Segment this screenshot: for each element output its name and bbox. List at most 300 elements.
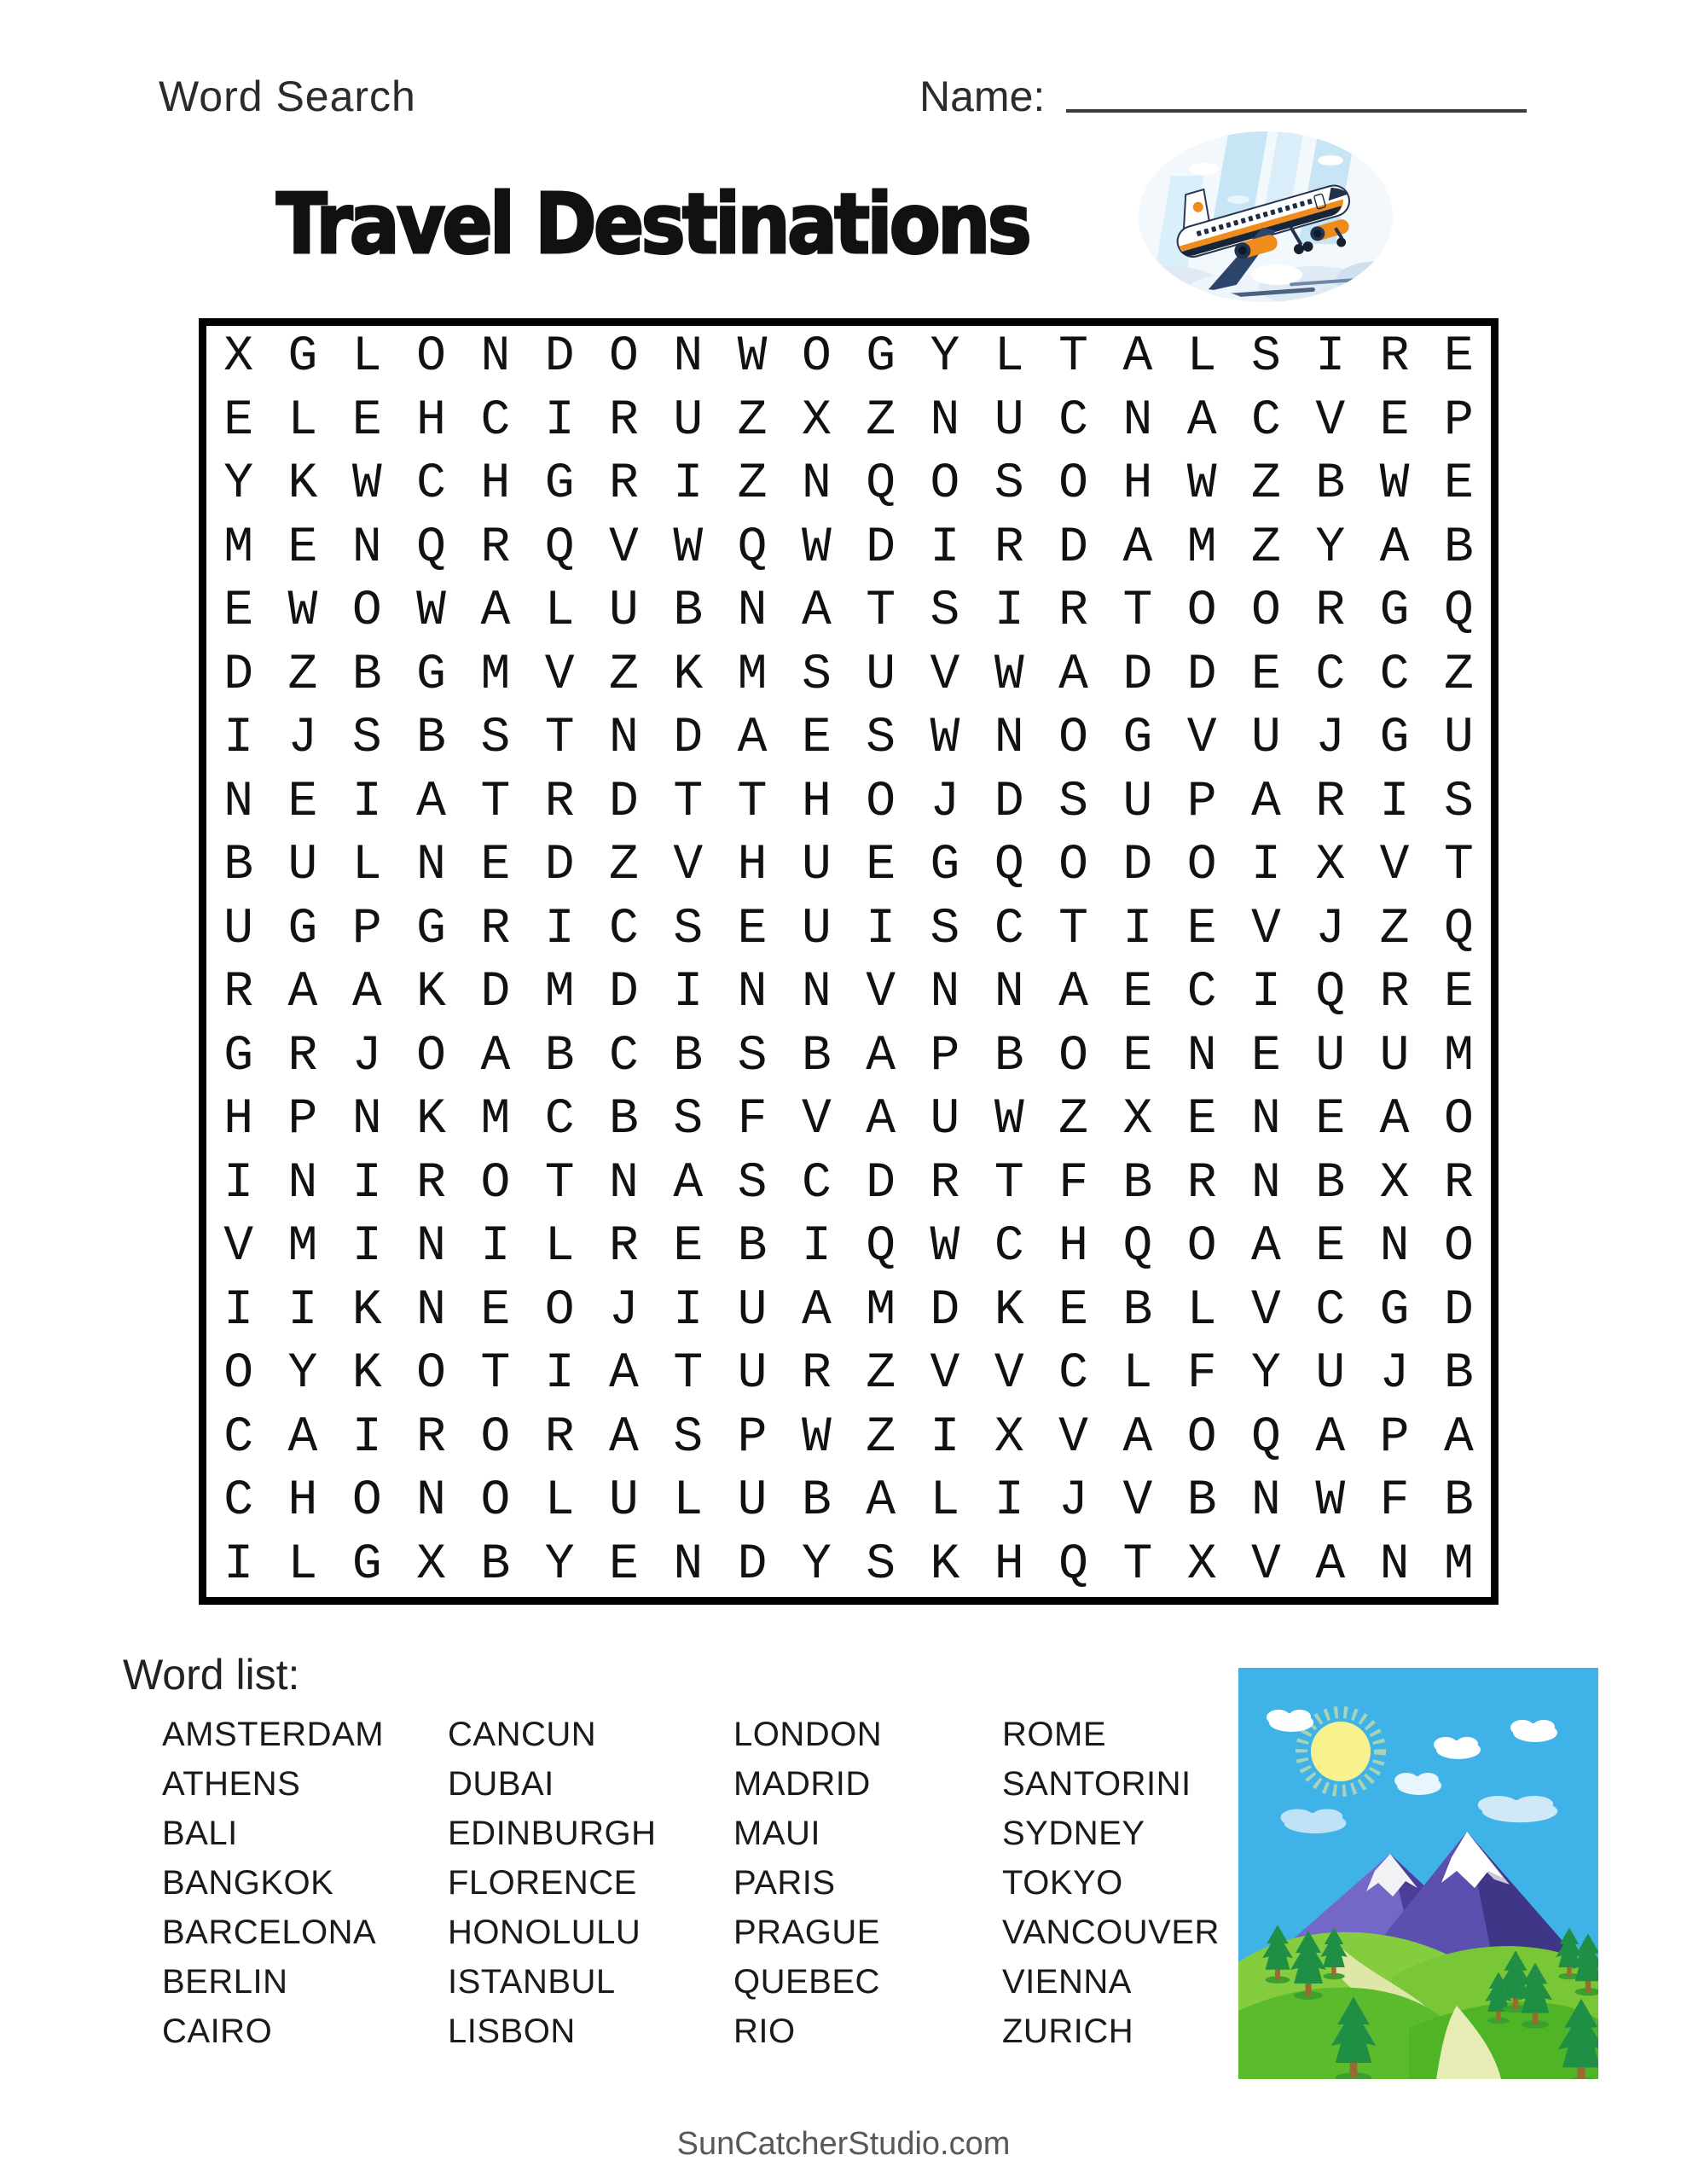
grid-letter[interactable]: B [673, 584, 704, 640]
grid-letter[interactable]: C [223, 1473, 254, 1530]
grid-letter[interactable]: F [1379, 1473, 1410, 1530]
grid-letter[interactable]: S [673, 901, 704, 957]
grid-letter[interactable]: D [223, 647, 254, 703]
grid-letter[interactable]: R [544, 774, 575, 830]
grid-letter[interactable]: E [801, 711, 832, 767]
grid-letter[interactable]: G [1379, 584, 1410, 640]
grid-letter[interactable]: C [1315, 647, 1346, 703]
grid-letter[interactable]: R [416, 1155, 446, 1211]
grid-letter[interactable]: L [544, 1219, 575, 1275]
grid-letter[interactable]: U [673, 392, 704, 449]
grid-letter[interactable]: Z [866, 1409, 896, 1466]
grid-letter[interactable]: K [351, 1346, 382, 1403]
grid-letter[interactable]: A [866, 1092, 896, 1148]
grid-letter[interactable]: V [866, 965, 896, 1021]
grid-letter[interactable]: I [673, 456, 704, 513]
grid-letter[interactable]: S [866, 711, 896, 767]
grid-letter[interactable]: W [930, 711, 960, 767]
grid-letter[interactable]: N [673, 329, 704, 386]
grid-letter[interactable]: N [994, 965, 1024, 1021]
grid-letter[interactable]: U [737, 1282, 768, 1339]
grid-letter[interactable]: M [480, 1092, 511, 1148]
grid-letter[interactable]: I [223, 711, 254, 767]
grid-letter[interactable]: Y [544, 1536, 575, 1593]
grid-letter[interactable]: V [1251, 1536, 1281, 1593]
grid-letter[interactable]: L [351, 329, 382, 386]
grid-letter[interactable]: R [609, 392, 639, 449]
grid-letter[interactable]: W [416, 584, 446, 640]
grid-letter[interactable]: G [866, 329, 896, 386]
grid-letter[interactable]: I [480, 1219, 511, 1275]
grid-letter[interactable]: O [480, 1155, 511, 1211]
grid-letter[interactable]: N [416, 1282, 446, 1339]
grid-letter[interactable]: B [1122, 1155, 1153, 1211]
grid-letter[interactable]: A [1379, 1092, 1410, 1148]
grid-letter[interactable]: K [351, 1282, 382, 1339]
grid-letter[interactable]: R [1315, 584, 1346, 640]
grid-letter[interactable]: O [1186, 838, 1217, 894]
grid-letter[interactable]: S [930, 901, 960, 957]
grid-letter[interactable]: E [223, 392, 254, 449]
grid-letter[interactable]: E [1443, 965, 1474, 1021]
grid-letter[interactable]: O [1251, 584, 1281, 640]
grid-letter[interactable]: R [480, 901, 511, 957]
grid-letter[interactable]: Z [609, 647, 639, 703]
grid-letter[interactable]: T [673, 1346, 704, 1403]
grid-letter[interactable]: G [930, 838, 960, 894]
grid-letter[interactable]: O [480, 1473, 511, 1530]
grid-letter[interactable]: P [1186, 774, 1217, 830]
grid-letter[interactable]: E [1443, 456, 1474, 513]
grid-letter[interactable]: R [223, 965, 254, 1021]
grid-letter[interactable]: E [1122, 1028, 1153, 1084]
grid-letter[interactable]: X [223, 329, 254, 386]
grid-letter[interactable]: N [287, 1155, 318, 1211]
grid-letter[interactable]: Q [1315, 965, 1346, 1021]
grid-letter[interactable]: S [480, 711, 511, 767]
grid-letter[interactable]: A [1379, 520, 1410, 576]
grid-letter[interactable]: S [351, 711, 382, 767]
grid-letter[interactable]: I [994, 584, 1024, 640]
grid-letter[interactable]: B [1315, 1155, 1346, 1211]
grid-letter[interactable]: D [1186, 647, 1217, 703]
grid-letter[interactable]: G [1122, 711, 1153, 767]
grid-letter[interactable]: B [609, 1092, 639, 1148]
grid-letter[interactable]: E [609, 1536, 639, 1593]
grid-letter[interactable]: I [351, 1219, 382, 1275]
grid-letter[interactable]: U [287, 838, 318, 894]
grid-letter[interactable]: S [1058, 774, 1088, 830]
grid-letter[interactable]: A [673, 1155, 704, 1211]
grid-letter[interactable]: A [480, 584, 511, 640]
grid-letter[interactable]: Q [866, 1219, 896, 1275]
grid-letter[interactable]: R [416, 1409, 446, 1466]
grid-letter[interactable]: G [351, 1536, 382, 1593]
grid-letter[interactable]: U [801, 838, 832, 894]
grid-letter[interactable]: A [866, 1473, 896, 1530]
grid-letter[interactable]: N [351, 1092, 382, 1148]
grid-letter[interactable]: M [737, 647, 768, 703]
grid-letter[interactable]: J [351, 1028, 382, 1084]
grid-letter[interactable]: N [609, 711, 639, 767]
grid-letter[interactable]: P [1379, 1409, 1410, 1466]
grid-letter[interactable]: U [1443, 711, 1474, 767]
grid-letter[interactable]: O [223, 1346, 254, 1403]
grid-letter[interactable]: O [1443, 1092, 1474, 1148]
grid-letter[interactable]: U [1315, 1346, 1346, 1403]
grid-letter[interactable]: O [1058, 838, 1088, 894]
grid-letter[interactable]: J [609, 1282, 639, 1339]
grid-letter[interactable]: C [480, 392, 511, 449]
grid-letter[interactable]: D [866, 520, 896, 576]
grid-letter[interactable]: D [866, 1155, 896, 1211]
grid-letter[interactable]: W [1379, 456, 1410, 513]
grid-letter[interactable]: E [1315, 1219, 1346, 1275]
grid-letter[interactable]: U [1379, 1028, 1410, 1084]
grid-letter[interactable]: M [866, 1282, 896, 1339]
grid-letter[interactable]: N [609, 1155, 639, 1211]
grid-letter[interactable]: N [994, 711, 1024, 767]
grid-letter[interactable]: O [351, 1473, 382, 1530]
grid-letter[interactable]: C [609, 901, 639, 957]
grid-letter[interactable]: N [416, 1219, 446, 1275]
grid-letter[interactable]: R [1315, 774, 1346, 830]
grid-letter[interactable]: N [416, 1473, 446, 1530]
grid-letter[interactable]: A [351, 965, 382, 1021]
grid-letter[interactable]: T [1058, 329, 1088, 386]
grid-letter[interactable]: M [223, 520, 254, 576]
grid-letter[interactable]: D [1122, 838, 1153, 894]
grid-letter[interactable]: U [994, 392, 1024, 449]
grid-letter[interactable]: A [1443, 1409, 1474, 1466]
grid-letter[interactable]: S [737, 1028, 768, 1084]
grid-letter[interactable]: N [801, 456, 832, 513]
grid-letter[interactable]: A [1122, 520, 1153, 576]
grid-letter[interactable]: T [673, 774, 704, 830]
grid-letter[interactable]: B [1443, 1346, 1474, 1403]
grid-letter[interactable]: U [1122, 774, 1153, 830]
grid-letter[interactable]: H [416, 392, 446, 449]
grid-letter[interactable]: R [930, 1155, 960, 1211]
grid-letter[interactable]: S [737, 1155, 768, 1211]
grid-letter[interactable]: A [801, 584, 832, 640]
grid-letter[interactable]: B [737, 1219, 768, 1275]
grid-letter[interactable]: A [801, 1282, 832, 1339]
grid-letter[interactable]: L [287, 1536, 318, 1593]
grid-letter[interactable]: X [1315, 838, 1346, 894]
grid-letter[interactable]: W [994, 1092, 1024, 1148]
grid-letter[interactable]: C [1186, 965, 1217, 1021]
grid-letter[interactable]: Q [994, 838, 1024, 894]
grid-letter[interactable]: W [737, 329, 768, 386]
grid-letter[interactable]: I [994, 1473, 1024, 1530]
grid-letter[interactable]: O [866, 774, 896, 830]
grid-letter[interactable]: E [1122, 965, 1153, 1021]
grid-letter[interactable]: I [351, 1155, 382, 1211]
grid-letter[interactable]: I [223, 1282, 254, 1339]
grid-letter[interactable]: O [1186, 584, 1217, 640]
grid-letter[interactable]: E [1443, 329, 1474, 386]
grid-letter[interactable]: A [737, 711, 768, 767]
grid-letter[interactable]: J [287, 711, 318, 767]
grid-letter[interactable]: H [480, 456, 511, 513]
grid-letter[interactable]: C [1058, 1346, 1088, 1403]
grid-letter[interactable]: I [351, 1409, 382, 1466]
grid-letter[interactable]: M [480, 647, 511, 703]
grid-letter[interactable]: I [1251, 838, 1281, 894]
grid-letter[interactable]: V [673, 838, 704, 894]
grid-letter[interactable]: V [930, 647, 960, 703]
grid-letter[interactable]: R [994, 520, 1024, 576]
grid-letter[interactable]: V [1251, 1282, 1281, 1339]
grid-letter[interactable]: C [1315, 1282, 1346, 1339]
grid-letter[interactable]: V [544, 647, 575, 703]
grid-letter[interactable]: B [1443, 520, 1474, 576]
grid-letter[interactable]: U [866, 647, 896, 703]
grid-letter[interactable]: T [994, 1155, 1024, 1211]
grid-letter[interactable]: A [1186, 392, 1217, 449]
grid-letter[interactable]: T [544, 711, 575, 767]
grid-letter[interactable]: O [544, 1282, 575, 1339]
grid-letter[interactable]: C [994, 901, 1024, 957]
grid-letter[interactable]: O [1443, 1219, 1474, 1275]
grid-letter[interactable]: D [480, 965, 511, 1021]
grid-letter[interactable]: N [1379, 1536, 1410, 1593]
grid-letter[interactable]: V [1058, 1409, 1088, 1466]
grid-letter[interactable]: M [287, 1219, 318, 1275]
name-input-line[interactable] [1066, 109, 1527, 113]
grid-letter[interactable]: E [1058, 1282, 1088, 1339]
grid-letter[interactable]: E [1315, 1092, 1346, 1148]
grid-letter[interactable]: I [673, 1282, 704, 1339]
grid-letter[interactable]: B [801, 1028, 832, 1084]
grid-letter[interactable]: T [544, 1155, 575, 1211]
grid-letter[interactable]: Z [737, 456, 768, 513]
grid-letter[interactable]: U [1251, 711, 1281, 767]
grid-letter[interactable]: W [801, 1409, 832, 1466]
grid-letter[interactable]: I [544, 1346, 575, 1403]
grid-letter[interactable]: U [737, 1346, 768, 1403]
grid-letter[interactable]: X [416, 1536, 446, 1593]
grid-letter[interactable]: Q [1443, 901, 1474, 957]
grid-letter[interactable]: R [609, 1219, 639, 1275]
grid-letter[interactable]: O [1186, 1409, 1217, 1466]
grid-letter[interactable]: C [1379, 647, 1410, 703]
grid-letter[interactable]: K [287, 456, 318, 513]
grid-letter[interactable]: F [1058, 1155, 1088, 1211]
grid-letter[interactable]: A [609, 1409, 639, 1466]
grid-letter[interactable]: K [416, 1092, 446, 1148]
grid-letter[interactable]: H [287, 1473, 318, 1530]
grid-letter[interactable]: N [416, 838, 446, 894]
grid-letter[interactable]: L [1186, 329, 1217, 386]
grid-letter[interactable]: A [480, 1028, 511, 1084]
grid-letter[interactable]: A [287, 1409, 318, 1466]
grid-letter[interactable]: B [544, 1028, 575, 1084]
grid-letter[interactable]: I [223, 1536, 254, 1593]
grid-letter[interactable]: I [1122, 901, 1153, 957]
grid-letter[interactable]: Y [930, 329, 960, 386]
grid-letter[interactable]: W [351, 456, 382, 513]
grid-letter[interactable]: E [673, 1219, 704, 1275]
grid-letter[interactable]: H [994, 1536, 1024, 1593]
grid-letter[interactable]: Q [737, 520, 768, 576]
grid-letter[interactable]: I [223, 1155, 254, 1211]
grid-letter[interactable]: N [480, 329, 511, 386]
grid-letter[interactable]: O [609, 329, 639, 386]
grid-letter[interactable]: I [930, 1409, 960, 1466]
grid-letter[interactable]: I [544, 901, 575, 957]
grid-letter[interactable]: I [351, 774, 382, 830]
grid-letter[interactable]: B [673, 1028, 704, 1084]
grid-letter[interactable]: N [223, 774, 254, 830]
grid-letter[interactable]: U [801, 901, 832, 957]
grid-letter[interactable]: K [673, 647, 704, 703]
grid-letter[interactable]: V [1379, 838, 1410, 894]
grid-letter[interactable]: A [1251, 774, 1281, 830]
grid-letter[interactable]: P [351, 901, 382, 957]
grid-letter[interactable]: A [609, 1346, 639, 1403]
grid-letter[interactable]: U [609, 584, 639, 640]
grid-letter[interactable]: V [1122, 1473, 1153, 1530]
grid-letter[interactable]: A [1315, 1409, 1346, 1466]
grid-letter[interactable]: H [737, 838, 768, 894]
grid-letter[interactable]: D [1122, 647, 1153, 703]
grid-letter[interactable]: O [480, 1409, 511, 1466]
grid-letter[interactable]: Q [416, 520, 446, 576]
grid-letter[interactable]: T [1058, 901, 1088, 957]
grid-letter[interactable]: L [673, 1473, 704, 1530]
grid-letter[interactable]: R [1186, 1155, 1217, 1211]
grid-letter[interactable]: A [1122, 1409, 1153, 1466]
grid-letter[interactable]: Y [287, 1346, 318, 1403]
grid-letter[interactable]: O [1186, 1219, 1217, 1275]
grid-letter[interactable]: S [1251, 329, 1281, 386]
grid-letter[interactable]: B [416, 711, 446, 767]
grid-letter[interactable]: D [544, 838, 575, 894]
grid-letter[interactable]: G [416, 901, 446, 957]
grid-letter[interactable]: S [1443, 774, 1474, 830]
grid-letter[interactable]: K [416, 965, 446, 1021]
grid-letter[interactable]: R [480, 520, 511, 576]
grid-letter[interactable]: N [930, 392, 960, 449]
grid-letter[interactable]: Y [223, 456, 254, 513]
grid-letter[interactable]: X [1122, 1092, 1153, 1148]
grid-letter[interactable]: X [801, 392, 832, 449]
grid-letter[interactable]: T [737, 774, 768, 830]
grid-letter[interactable]: B [1186, 1473, 1217, 1530]
grid-letter[interactable]: M [1443, 1028, 1474, 1084]
grid-letter[interactable]: M [1186, 520, 1217, 576]
grid-letter[interactable]: Z [1443, 647, 1474, 703]
grid-letter[interactable]: D [1443, 1282, 1474, 1339]
grid-letter[interactable]: X [1186, 1536, 1217, 1593]
grid-letter[interactable]: O [1058, 711, 1088, 767]
grid-letter[interactable]: N [737, 965, 768, 1021]
grid-letter[interactable]: S [673, 1409, 704, 1466]
grid-letter[interactable]: A [1058, 965, 1088, 1021]
grid-letter[interactable]: O [1058, 456, 1088, 513]
grid-letter[interactable]: Q [866, 456, 896, 513]
grid-letter[interactable]: Z [1251, 520, 1281, 576]
grid-letter[interactable]: D [1058, 520, 1088, 576]
grid-letter[interactable]: N [351, 520, 382, 576]
grid-letter[interactable]: R [801, 1346, 832, 1403]
grid-letter[interactable]: D [673, 711, 704, 767]
grid-letter[interactable]: B [480, 1536, 511, 1593]
grid-letter[interactable]: J [930, 774, 960, 830]
grid-letter[interactable]: Q [1058, 1536, 1088, 1593]
grid-letter[interactable]: N [1186, 1028, 1217, 1084]
grid-letter[interactable]: W [801, 520, 832, 576]
grid-letter[interactable]: B [1315, 456, 1346, 513]
grid-letter[interactable]: W [994, 647, 1024, 703]
grid-letter[interactable]: L [351, 838, 382, 894]
grid-letter[interactable]: T [1122, 584, 1153, 640]
grid-letter[interactable]: D [609, 965, 639, 1021]
grid-letter[interactable]: R [609, 456, 639, 513]
grid-letter[interactable]: E [351, 392, 382, 449]
grid-letter[interactable]: Z [1379, 901, 1410, 957]
grid-letter[interactable]: T [480, 1346, 511, 1403]
grid-letter[interactable]: I [544, 392, 575, 449]
grid-letter[interactable]: V [1315, 392, 1346, 449]
grid-letter[interactable]: C [609, 1028, 639, 1084]
grid-letter[interactable]: T [1443, 838, 1474, 894]
grid-letter[interactable]: B [223, 838, 254, 894]
grid-letter[interactable]: O [1058, 1028, 1088, 1084]
grid-letter[interactable]: A [866, 1028, 896, 1084]
grid-letter[interactable]: V [994, 1346, 1024, 1403]
grid-letter[interactable]: E [287, 520, 318, 576]
grid-letter[interactable]: J [1058, 1473, 1088, 1530]
grid-letter[interactable]: E [1186, 1092, 1217, 1148]
grid-letter[interactable]: P [287, 1092, 318, 1148]
grid-letter[interactable]: I [1315, 329, 1346, 386]
grid-letter[interactable]: I [287, 1282, 318, 1339]
grid-letter[interactable]: W [287, 584, 318, 640]
grid-letter[interactable]: V [801, 1092, 832, 1148]
grid-letter[interactable]: Z [287, 647, 318, 703]
grid-letter[interactable]: G [223, 1028, 254, 1084]
grid-letter[interactable]: W [673, 520, 704, 576]
grid-letter[interactable]: R [1379, 329, 1410, 386]
grid-letter[interactable]: M [1443, 1536, 1474, 1593]
grid-letter[interactable]: D [737, 1536, 768, 1593]
grid-letter[interactable]: D [994, 774, 1024, 830]
grid-letter[interactable]: F [1186, 1346, 1217, 1403]
grid-letter[interactable]: I [930, 520, 960, 576]
grid-letter[interactable]: Z [737, 392, 768, 449]
grid-letter[interactable]: Z [866, 392, 896, 449]
grid-letter[interactable]: L [994, 329, 1024, 386]
grid-letter[interactable]: E [287, 774, 318, 830]
grid-letter[interactable]: F [737, 1092, 768, 1148]
grid-letter[interactable]: N [1251, 1092, 1281, 1148]
grid-letter[interactable]: L [544, 584, 575, 640]
grid-letter[interactable]: D [930, 1282, 960, 1339]
grid-letter[interactable]: N [673, 1536, 704, 1593]
grid-letter[interactable]: V [223, 1219, 254, 1275]
grid-letter[interactable]: D [609, 774, 639, 830]
grid-letter[interactable]: A [1058, 647, 1088, 703]
grid-letter[interactable]: E [866, 838, 896, 894]
grid-letter[interactable]: N [1251, 1155, 1281, 1211]
grid-letter[interactable]: Y [1315, 520, 1346, 576]
grid-letter[interactable]: C [994, 1219, 1024, 1275]
grid-letter[interactable]: G [287, 901, 318, 957]
grid-letter[interactable]: Q [1443, 584, 1474, 640]
